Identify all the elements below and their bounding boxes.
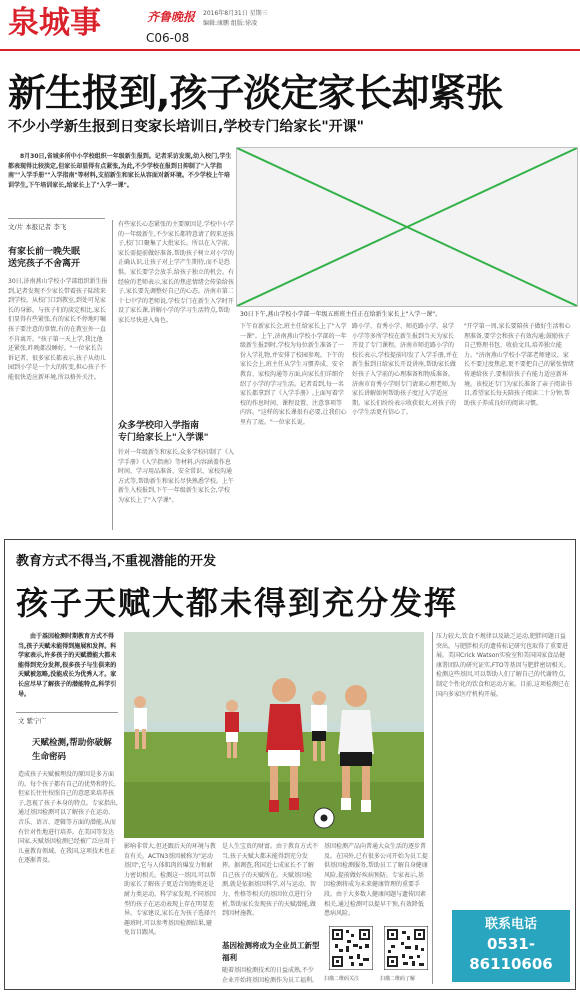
column-divider bbox=[112, 220, 113, 530]
story1-col4: 路小学、育秀小学、师范路小学、泉学小学等多所学校在新生报到当天为家长开设了专门课程。济南市师范路小学的校长表示,学校提前印发了入学手册,并在新生报到日给家长开设讲座,帮助家长做好孩子入学前的心理准备和物质准备。济南市育秀小学则专门请来心理老师,为家长讲解如何帮助孩子度过入学适应期。家长们纷纷表示收获很大,对孩子的小学生活更有信心了。 bbox=[352, 323, 458, 417]
photo-placeholder-cross bbox=[237, 148, 577, 306]
editor-line: 编辑:康鹏 组版:徐凌 bbox=[203, 20, 257, 27]
story1-col5: "开学第一周,家长要陪孩子做好生活和心理准备,要学会和孩子有效沟通;鼓励孩子自己整理书包、收拾文具,培养独立能力。"济南燕山学校小学部老师建议。家长不要过度焦虑,更不要把自己的紧张情绪传递给孩子,要相信孩子有能力适应新环境。该校还专门为家长准备了亲子阅读书目,希望家长每天陪孩子阅读二十分钟,帮助孩子养成良好的阅读习惯。 bbox=[464, 323, 574, 407]
contact-label: 联系电话 bbox=[484, 917, 537, 932]
story2-intro: 由于基因检测时期教育方式不得当,孩子天赋未能得到施展和发挥。科学家表示,许多孩子的天赋潜能大都未能得到充分发挥,很多孩子与生俱来的天赋被忽略,没能成长为优秀人才。家长应尽早了解孩子的潜能特点,科学引导。 bbox=[18, 633, 117, 698]
story2-col3b: 随着基因检测技术的日益成熟,不少企业开始将基因检测作为员工福利。 bbox=[222, 967, 318, 984]
qr2-caption: 扫描二维码了解 bbox=[380, 976, 416, 982]
story1-subhead-b: 众多学校印入学指南 专门给家长上"入学课" bbox=[118, 421, 209, 443]
contact-box[interactable] bbox=[452, 910, 570, 982]
story2-headline: 孩子天赋大都未得到充分发挥 bbox=[16, 584, 459, 622]
qr-code-1[interactable] bbox=[329, 926, 373, 970]
kids-soccer-illustration bbox=[124, 632, 424, 838]
column-divider-2 bbox=[432, 632, 433, 984]
story2-subhead2: 基因检测将成为全业员工新型福利 bbox=[222, 941, 320, 962]
story1-headline: 新生报到,孩子淡定家长却紧张 bbox=[8, 71, 503, 115]
intro-rule bbox=[16, 712, 118, 713]
story1-byline: 文/片 本报记者 李飞 bbox=[8, 223, 67, 231]
soccer-ball-icon bbox=[314, 808, 334, 828]
story1-photo bbox=[236, 147, 578, 307]
story2-subhead: 天赋检测,帮助你破解生命密码 bbox=[32, 738, 112, 762]
byline-rule bbox=[8, 218, 105, 219]
story1-col1: 30日,济南燕山学校小学部组织新生报到,记者发现不少家长带着孩子陆续来到学校。从校门口到教室,到处可见家长的身影。与孩子们的淡定相比,家长们显得有些紧张,有的家长不停地叮嘱孩子要注意的事情,有的在教室外一直不肯离开。"孩子第一天上学,我比他还紧张,昨晚都没睡好。"一位家长告诉记者。很多家长都表示,孩子从幼儿园到小学是一个大的转变,担心孩子不能很快适应新环境,所以格外关注。 bbox=[8, 278, 108, 381]
date-line: 2016年8月31日 星期三 bbox=[203, 10, 268, 17]
masthead-rule bbox=[0, 49, 580, 51]
story2-byline: 文 紫宁广 bbox=[18, 717, 47, 725]
section-title: 泉城事 bbox=[8, 5, 101, 41]
story1-col3: 下午育新家长会,班主任给家长上了"入学一课"。上午,济南燕山学校小学部的一年级新生报到时,学校为每位新生准备了一份入学礼物,并安排了校园参观。下午的家长会上,班主任从学生习惯养成、安全教育、家校沟通等方面,向家长们详细介绍了小学的学习生活。记者看到,每一名家长都拿到了《入学手册》,上面写着学校的作息时间、课程设置、注意事项等内容。"这样的家长课很有必要,让我们心里有了底。"一位家长说。 bbox=[240, 323, 347, 426]
story1-subhead-a: 有家长前一晚失眠 送完孩子不舍离开 bbox=[8, 247, 81, 269]
contact-phone-2: 86110606 bbox=[469, 955, 553, 973]
page-number: C06-08 bbox=[146, 31, 190, 45]
story1-lead: 8月30日,省城多所中小学校组织一年级新生报到。记者采访发现,幼入校门,学生都表现得比较淡定,但家长却显得有点紧张,为此,不少学校在报到日抑制了"入学指南""入学手册""入学指南"等材料,支招新生和家长从容面对新环境。不少学校上午培训学生,下午培训家长,给家长上了"入学一课"。 bbox=[8, 153, 232, 189]
paper-name: 齐鲁晚报 bbox=[147, 10, 196, 24]
qr-code-icon bbox=[329, 926, 373, 970]
story2-col3: 是人生宝贵的财富。由于教育方式不当,孩子天赋大都未能得到充分发挥。据调查,我国近七成家长不了解自己孩子的天赋所在。天赋基因检测,就是依据基因科学,对与运动、智力、性格等相关的基因位点进行分析,帮助家长发现孩子的天赋潜能,做到因材施教。 bbox=[222, 843, 318, 918]
story2-kicker: 教育方式不得当,不重视潜能的开发 bbox=[16, 554, 216, 569]
qr1-caption: 扫描二维码关注 bbox=[324, 976, 360, 982]
story1-col2: 有些家长心态紧张的主要原因是,学校中小学的一年级新生,不少家长都特意请了假来送孩子,校门口聚集了大批家长。所以在入学前,家长需提前做好准备,帮助孩子树立对小学的正确认识,让孩子对上学产生期待,而不是恐惧。家长要学会放手,给孩子独立的机会。有经验的老师表示,家长的焦虑情绪会传染给孩子,家长要先调整好自己的心态。济南市第二十七中学的老师说,学校专门在新生入学时开设了家长课,讲解小学的学习生活特点,帮助家长尽快进入角色。 bbox=[118, 221, 234, 324]
story2-col1: 造成孩子天赋被埋没的原因是多方面的。每个孩子都有自己的优势和特长,但家长往往按照自己的意愿来培养孩子,忽视了孩子本身的特点。专家指出,通过基因检测可以了解孩子在运动、音乐、语言、逻辑等方面的潜能,从而有针对性地进行培养。在美国等发达国家,天赋基因检测已经被广泛应用于儿童教育领域。在我国,这项技术也正在逐渐普及。 bbox=[18, 771, 118, 865]
qr-code-2[interactable] bbox=[384, 926, 428, 970]
story2-col4: 基因检测产品向普通大众生活的逐步普及。在国外,已有很多公司开始为员工提供基因检测服务,帮助员工了解自身健康风险,提前做好疾病预防。专家表示,基因检测将成为未来健康管理的重要手段。由于大多数人健康问题与遗传因素相关,通过检测可以提早干预,有效降低患病风险。 bbox=[324, 843, 428, 918]
story2-col5: 压力较大,饮食不规律以及缺乏运动,肥胖问题日益突出。与肥胖相关的遗传标记研究也取得了重要进展。美国Crick Watson实验室和美国国家食品健康署团队的研究证实,FTO等基因与肥胖密切相关。检测这些基因,可以帮助人们了解自己的代谢特点,制定个性化的饮食和运动方案。目前,这项检测已在国内多家医疗机构开展。 bbox=[436, 633, 570, 698]
story1-col2b: 针对一年级新生和家长,众多学校印制了《入学手册》《入学指南》等材料,内容涵盖作息时间、学习用品准备、安全常识、家校沟通方式等,帮助新生和家长尽快熟悉学校。上午新生入校报到,下午一年级新生家长会,学校为家长上了"入学课"。 bbox=[118, 449, 234, 504]
qr-code-icon bbox=[384, 926, 428, 970]
story2-col2: 影响非常大,但还跟后天的环境与教育有关。ACTN3基因被称为"运动基因",它与人体肌肉的爆发力和耐力密切相关。检测这一基因,可以帮助家长了解孩子更适合短跑类还是耐力类运动。科学家发现,不同基因型的孩子在运动表现上存在明显差异。专家建议,家长在为孩子选择兴趣班时,可以参考基因检测结果,避免盲目跟风。 bbox=[124, 843, 216, 937]
story1-photo-caption: 30日下午,燕山学校小学部一年级五班班主任正在给新生家长上"入学一课"。 bbox=[240, 311, 442, 318]
story2-photo bbox=[124, 632, 424, 838]
contact-phone-1: 0531- bbox=[487, 935, 535, 953]
story1-subhead: 不少小学新生报到日变家长培训日,学校专门给家长"开课" bbox=[8, 119, 364, 135]
